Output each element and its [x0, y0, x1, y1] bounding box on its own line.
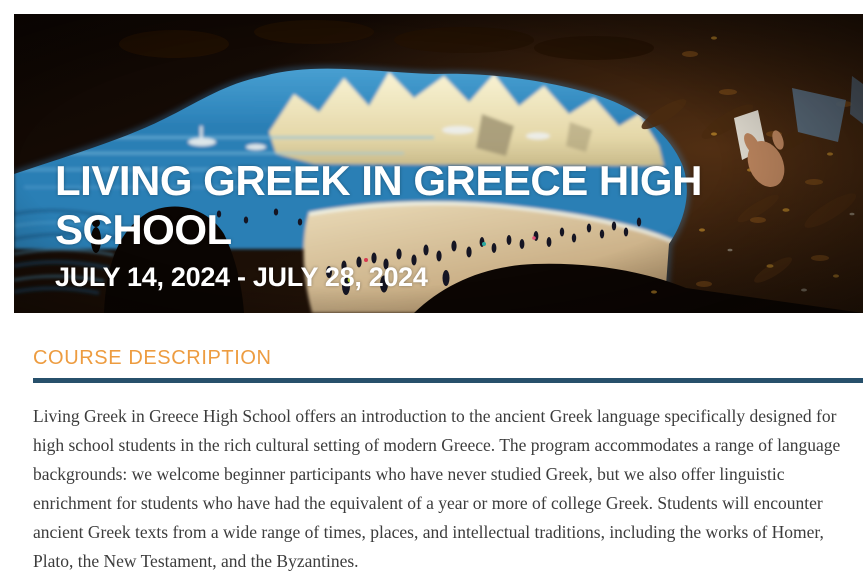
page-title: LIVING GREEK IN GREECE HIGH SCHOOL: [55, 157, 702, 254]
course-description-heading: COURSE DESCRIPTION: [33, 347, 272, 369]
section-divider: [33, 378, 863, 383]
course-description-text: Living Greek in Greece High School offers an introduction to the ancient Greek language specifically designed for high school students in the rich cultural setting of modern Greece. The program accommodates a range of language backgrounds: we welcome beginner participants who have never studied Greek, but we also offer linguistic enrichment for students who have had the equivalent of a year or more of college Greek. Students will encounter ancient Greek texts from a wide range of times, places, and intellectual traditions, including the works of Homer, Plato, the New Testament, and the Byzantines.: [33, 406, 841, 571]
hero-banner: [14, 14, 863, 313]
hero-text-block: [55, 156, 780, 293]
course-description-section: [0, 313, 863, 576]
hero-dates: JULY 14, 2024 - JULY 28, 2024: [55, 262, 428, 293]
